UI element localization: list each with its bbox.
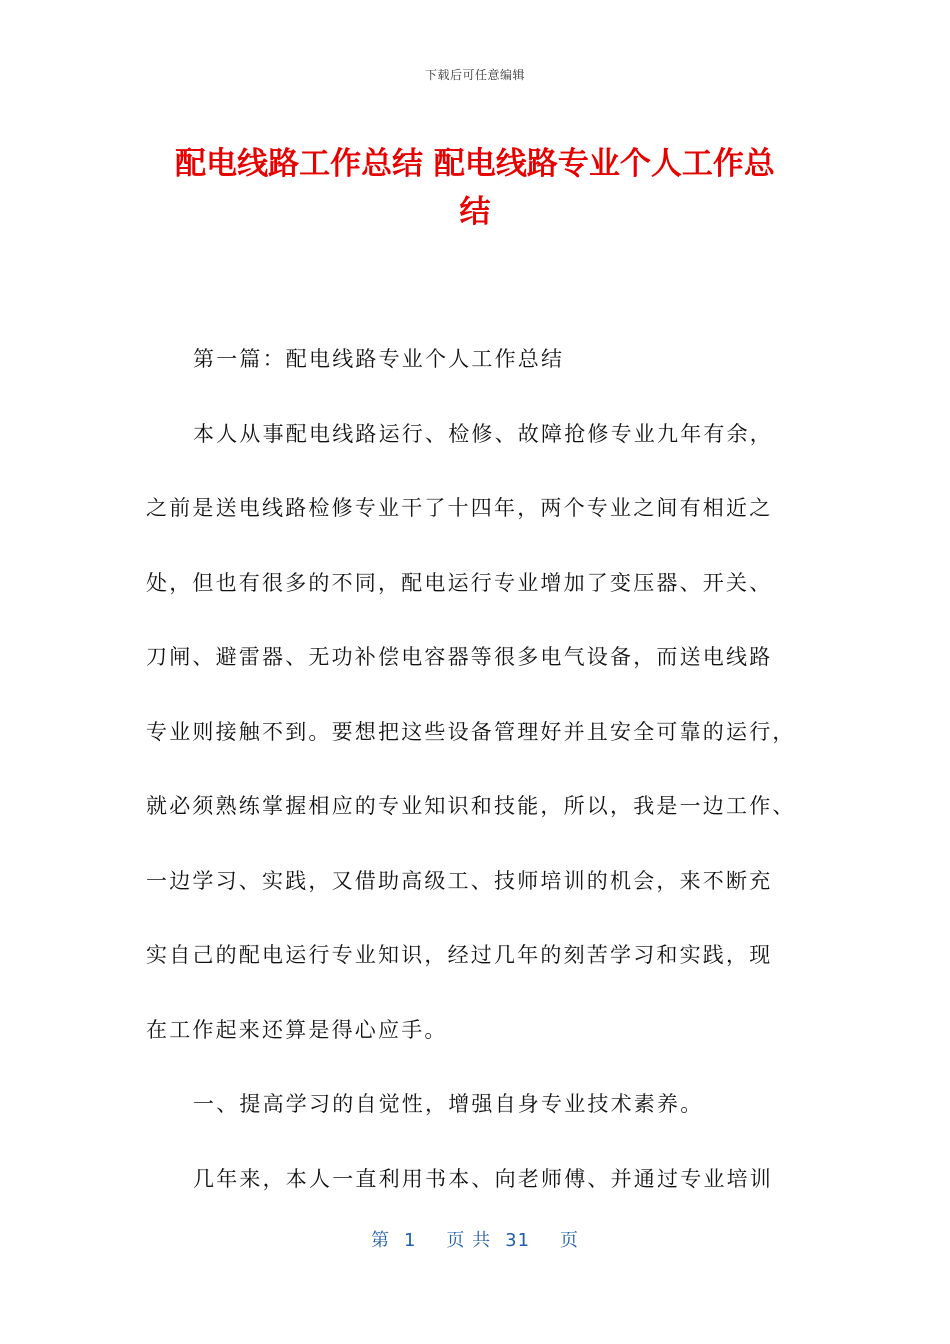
header-note: 下载后可任意编辑 <box>424 68 525 82</box>
paragraph-line: 之前是送电线路检修专业干了十四年，两个专业之间有相近之 <box>146 496 773 520</box>
paragraph-line: 处，但也有很多的不同，配电运行专业增加了变压器、开关、 <box>146 570 773 595</box>
paragraph-line: 几年来，本人一直利用书本、向老师傅、并通过专业培训 <box>193 1166 773 1191</box>
footer-page-mid: 页 共 <box>446 1230 492 1251</box>
document-title <box>148 140 802 236</box>
footer-total-pages: 31 <box>505 1230 531 1251</box>
title-line-2: 结 <box>459 194 491 230</box>
paragraph-line: 本人从事配电线路运行、检修、故障抢修专业九年有余， <box>193 421 773 446</box>
paragraph-line: 刀闸、避雷器、无功补偿电容器等很多电气设备，而送电线路 <box>146 645 773 669</box>
title-line-1: 配电线路工作总结 配电线路专业个人工作总 <box>175 146 775 182</box>
footer-current-page: 1 <box>403 1230 417 1251</box>
subheading: 一、提高学习的自觉性，增强自身专业技术素养。 <box>193 1092 704 1116</box>
paragraph-line: 在工作起来还算是得心应手。 <box>146 1017 448 1042</box>
paragraph-line: 就必须熟练掌握相应的专业知识和技能，所以，我是一边工作、 <box>146 794 796 818</box>
section-heading: 第一篇：配电线路专业个人工作总结 <box>193 347 565 371</box>
document-body <box>146 322 808 1216</box>
paragraph-line: 一边学习、实践，又借助高级工、技师培训的机会，来不断充 <box>146 868 773 893</box>
page-footer <box>0 1226 950 1252</box>
footer-page-suffix: 页 <box>560 1230 580 1251</box>
paragraph-line: 专业则接触不到。要想把这些设备管理好并且安全可靠的运行， <box>146 719 796 744</box>
footer-page-prefix: 第 <box>370 1230 390 1251</box>
paragraph-line: 实自己的配电运行专业知识，经过几年的刻苦学习和实践，现 <box>146 943 773 967</box>
